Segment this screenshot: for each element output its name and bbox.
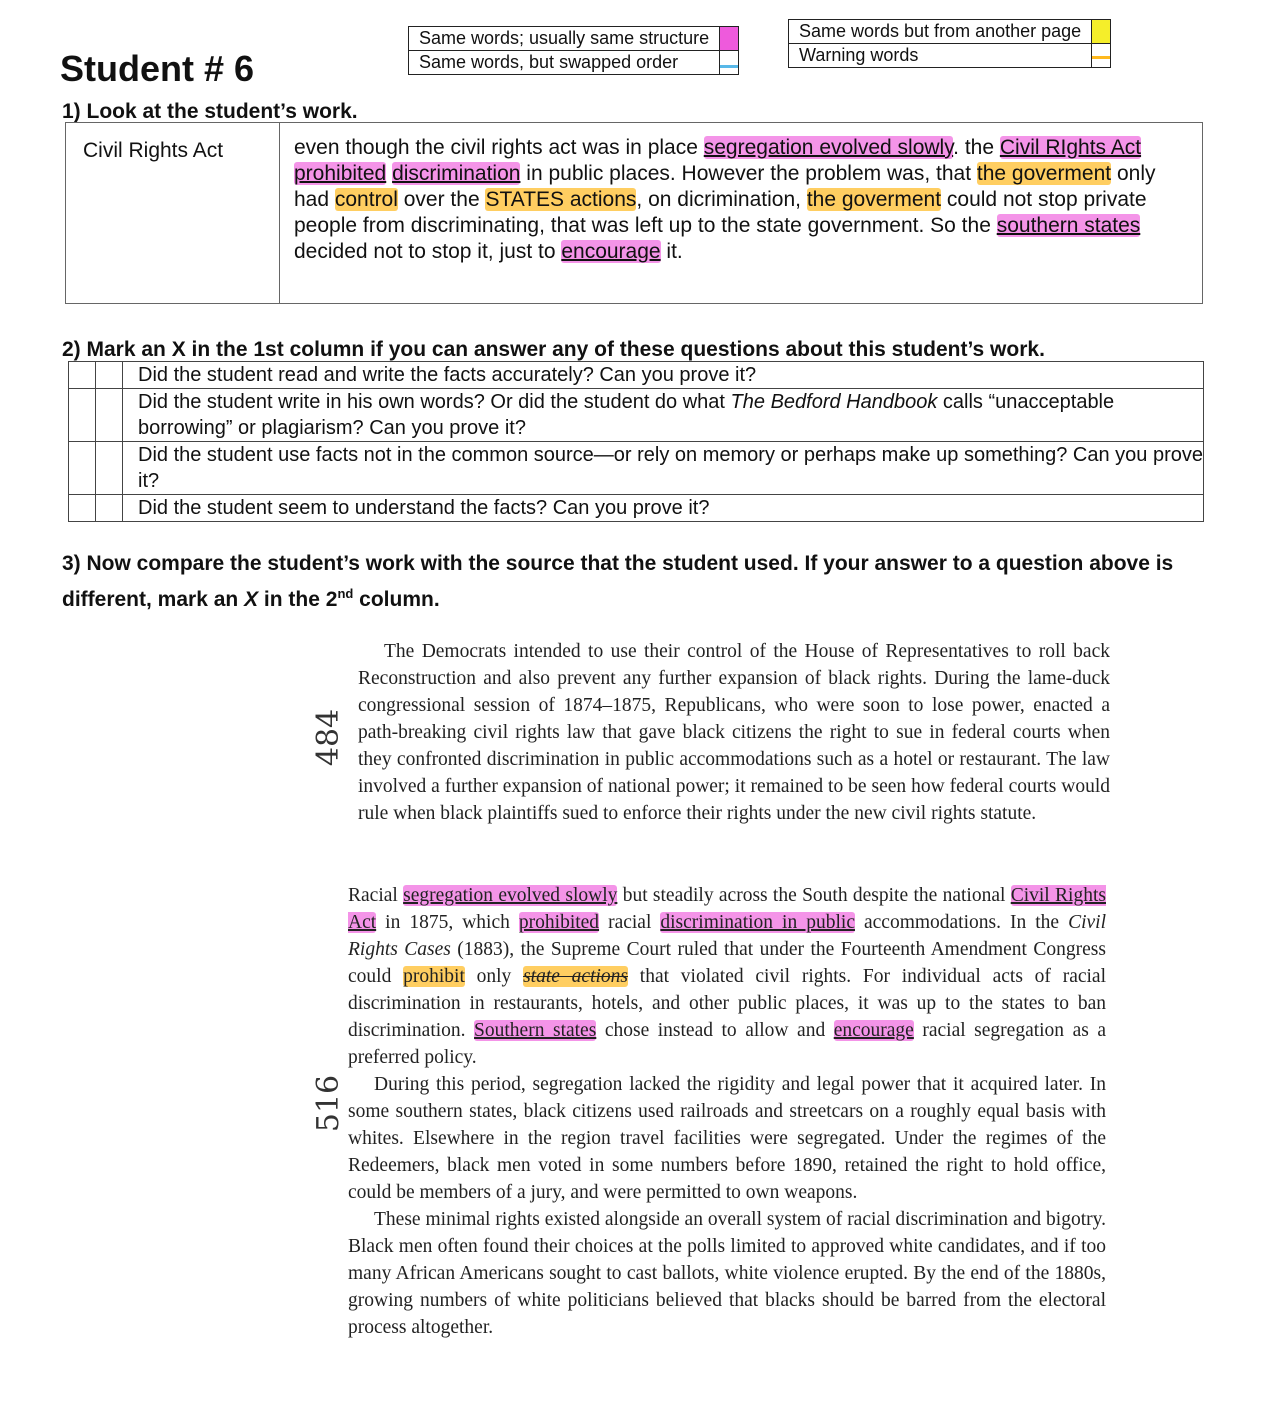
highlight-same-structure: discrimination in public	[660, 912, 855, 933]
italic-text: Civil Rights Cases	[348, 912, 1107, 960]
highlight-same-structure: prohibited	[518, 912, 600, 933]
page-note-516: 516	[311, 1074, 347, 1133]
text-run: over the	[397, 188, 486, 211]
text-run: racial	[599, 912, 661, 933]
section3-heading: 3) Now compare the student’s work with the source that the student used. If your answer to a question above is different, mark an X in the 2nd column.	[62, 552, 1174, 611]
highlight-same-structure: encourage	[833, 1020, 914, 1041]
text-run: it.	[660, 240, 683, 263]
legend-swatch-blue	[720, 51, 739, 75]
legend-label-same-structure: Same words; usually same structure	[409, 27, 720, 51]
text-run: could not stop private people from discriminating, that was left up to the state government. So the	[294, 188, 1147, 237]
highlight-same-structure: segregation evolved slowly	[703, 136, 954, 159]
check-col-2[interactable]	[96, 362, 123, 389]
text-run: even though the civil rights act was in place	[294, 136, 704, 159]
check-col-1[interactable]	[69, 495, 96, 522]
text-run: racial segregation as a preferred policy.	[348, 1020, 1107, 1068]
legend-left	[408, 26, 739, 75]
source-paragraph-1: The Democrats intended to use their control of the House of Representatives to roll back Reconstruction and also prevent any further expansion of black rights. During the lame-duck congressional session of 1874–1875, Republicans, who were soon to lose power, enacted a path-breaking civil rights law that gave black citizens the right to sue in federal courts when they confronted discrimination in public accommodations such as a hotel or restaurant. The law involved a further expansion of national power; it remained to be seen how federal courts would rule when black plaintiffs sued to enforce their rights under the new civil rights statute.	[358, 641, 1110, 824]
highlight-warning-word: control	[334, 188, 398, 211]
source-page-516	[348, 882, 1106, 1341]
source-paragraph-4: These minimal rights existed alongside an overall system of racial discrimination and bigotry. Black men often found their choices at the polls limited to approved white candidates, and if too many African Americans sought to cast ballots, white violence erupted. By the end of the 1880s, growing numbers of white politicians believed that blacks should be barred from the electoral process altogether.	[348, 1209, 1106, 1338]
question-text: Did the student read and write the facts accurately? Can you prove it?	[123, 362, 1204, 389]
text-run: that violated civil rights. For individual acts of racial discrimination in restaurants, hotels, and other public places, it was up to the states to ban discrimination.	[348, 966, 1106, 1041]
highlight-same-structure: Civil RIghts Act	[999, 136, 1142, 159]
legend-swatch-pink	[720, 27, 739, 51]
work-text	[280, 123, 1203, 304]
check-col-2[interactable]	[96, 495, 123, 522]
text-run: chose instead to allow and	[596, 1020, 834, 1041]
question-row	[69, 442, 1204, 495]
text-run: . the	[953, 136, 1000, 159]
highlight-warning-word: the goverment	[806, 188, 942, 211]
highlight-warning-word: STATES actions	[485, 188, 637, 211]
legend-right	[788, 19, 1111, 68]
check-col-1[interactable]	[69, 389, 96, 442]
student-work-table	[65, 122, 1203, 304]
question-text: Did the student seem to understand the facts? Can you prove it?	[123, 495, 1204, 522]
legend-label-another-page: Same words but from another page	[789, 20, 1092, 44]
check-col-2[interactable]	[96, 442, 123, 495]
questions-table	[68, 361, 1204, 522]
legend-label-swapped-order: Same words, but swapped order	[409, 51, 720, 75]
highlight-same-structure: discrimination	[392, 162, 521, 185]
section1-heading: 1) Look at the student’s work.	[62, 100, 358, 123]
check-col-2[interactable]	[96, 389, 123, 442]
legend-swatch-yellow	[1092, 20, 1111, 44]
highlight-same-structure: segregation evolved slowly	[403, 885, 618, 906]
question-text: Did the student write in his own words? Or did the student do what The Bedford Handbook calls “unacceptable borrowing” or plagiarism? Can you prove it?	[123, 389, 1204, 442]
highlight-same-structure: prohibited	[294, 162, 387, 185]
question-row	[69, 495, 1204, 522]
check-col-1[interactable]	[69, 442, 96, 495]
text-run: (1883), the Supreme Court ruled that under the Fourteenth Amendment Congress could	[348, 939, 1106, 987]
text-run: only	[464, 966, 524, 987]
text-run: , on dicrimination,	[636, 188, 807, 211]
page-title: Student # 6	[60, 48, 255, 89]
legend-label-warning-words: Warning words	[789, 44, 1092, 68]
highlight-warning-word: state actions	[523, 966, 629, 987]
question-text: Did the student use facts not in the common source—or rely on memory or perhaps make up something? Can you prove it?	[123, 442, 1204, 495]
text-run: in public places. However the problem was, that	[520, 162, 977, 185]
text-run: decided not to stop it, just to	[294, 240, 562, 263]
highlight-warning-word: the goverment	[976, 162, 1112, 185]
section2-heading: 2) Mark an X in the 1st column if you can answer any of these questions about this student’s work.	[62, 338, 1045, 361]
text-run: in 1875, which	[376, 912, 519, 933]
question-row	[69, 362, 1204, 389]
text-run: but steadily across the South despite the national	[617, 885, 1011, 906]
legend-swatch-orange	[1092, 44, 1111, 68]
text-run: Racial	[348, 885, 404, 906]
work-topic: Civil Rights Act	[66, 123, 280, 304]
highlight-same-structure: Southern states	[474, 1020, 597, 1041]
highlight-same-structure: encourage	[561, 240, 661, 263]
text-run: only had	[294, 162, 1156, 211]
question-row	[69, 389, 1204, 442]
text-run: accommodations. In the	[854, 912, 1069, 933]
source-paragraph-2	[348, 882, 1106, 1071]
highlight-same-structure: Civil Rights Act	[348, 885, 1106, 933]
check-col-1[interactable]	[69, 362, 96, 389]
highlight-same-structure: southern states	[996, 214, 1141, 237]
highlight-warning-word: prohibit	[403, 966, 465, 987]
page-note-484: 484	[311, 708, 347, 767]
source-paragraph-3: During this period, segregation lacked the rigidity and legal power that it acquired later. In some southern states, black citizens used railroads and streetcars on a roughly equal basis with whites. Elsewhere in the region travel facilities were segregated. Under the regimes of the Redeemers, black men voted in some numbers before 1890, retained the right to hold office, could be members of a jury, and were permitted to own weapons.	[348, 1074, 1106, 1203]
